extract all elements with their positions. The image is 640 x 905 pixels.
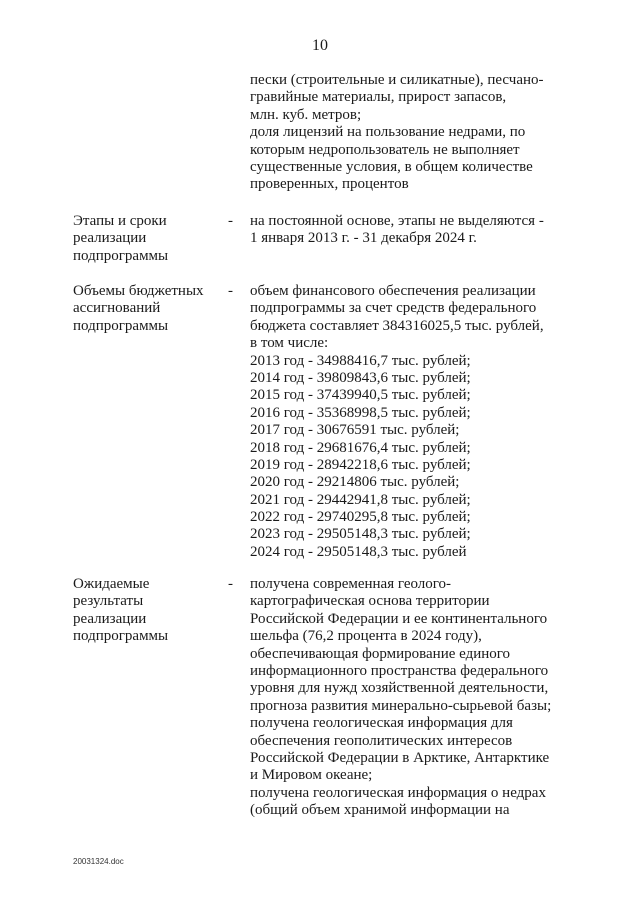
text-line: пески (строительные и силикатные), песчано- — [250, 72, 544, 88]
text-line: Российской Федерации в Арктике, Антарктике — [250, 749, 550, 766]
text-line: 2019 год - 28942218,6 тыс. рублей; — [250, 456, 471, 473]
text-line: получена современная геолого- — [250, 576, 452, 592]
text-line: существенные условия, в общем количестве — [250, 158, 533, 175]
label-line: реализации — [73, 230, 147, 247]
text-line: 2020 год - 29214806 тыс. рублей; — [250, 474, 460, 491]
section-dash: - — [228, 283, 233, 299]
text-line: объем финансового обеспечения реализации — [250, 283, 536, 299]
text-line: обеспечения геополитических интересов — [250, 732, 513, 749]
label-line: результаты — [73, 593, 144, 610]
text-line: проверенных, процентов — [250, 176, 409, 193]
text-line: подпрограммы за счет средств федерального — [250, 300, 537, 317]
label-line: реализации — [73, 610, 147, 627]
text-line: в том числе: — [250, 335, 329, 352]
label-line: подпрограммы — [73, 628, 169, 645]
text-line: 2015 год - 37439940,5 тыс. рублей; — [250, 387, 471, 404]
text-line: 2024 год - 29505148,3 тыс. рублей — [250, 543, 467, 560]
text-line: картографическая основа территории — [250, 593, 490, 610]
text-line: млн. куб. метров; — [250, 106, 362, 123]
label-line: Ожидаемые — [73, 576, 150, 592]
section-text — [250, 576, 580, 819]
text-line: 2017 год - 30676591 тыс. рублей; — [250, 422, 460, 439]
text-line: 1 января 2013 г. - 31 декабря 2024 г. — [250, 230, 477, 247]
section-dash: - — [228, 213, 233, 229]
text-line: 2022 год - 29740295,8 тыс. рублей; — [250, 509, 471, 526]
document-footer-filename: 20031324.doc — [73, 857, 124, 866]
text-line: которым недропользователь не выполняет — [250, 141, 520, 158]
section-dash: - — [228, 576, 233, 592]
text-line: прогноза развития минерально-сырьевой базы; — [250, 697, 552, 714]
text-line: бюджета составляет 384316025,5 тыс. рублей, — [250, 317, 544, 334]
section-text — [250, 283, 580, 561]
text-line: обеспечивающая формирование единого — [250, 645, 511, 662]
text-line: уровня для нужд хозяйственной деятельности, — [250, 680, 549, 697]
text-line: 2021 год - 29442941,8 тыс. рублей; — [250, 491, 471, 508]
text-line: 2016 год - 35368998,5 тыс. рублей; — [250, 404, 471, 421]
label-line: Объемы бюджетных — [73, 283, 204, 299]
label-line: Этапы и сроки — [73, 213, 167, 229]
section-label — [73, 576, 223, 646]
text-line: Российской Федерации и ее континентального — [250, 610, 548, 627]
text-line: получена геологическая информация о недрах — [250, 784, 546, 801]
page-number: 10 — [312, 37, 328, 54]
section-text — [250, 213, 580, 248]
text-line: гравийные материалы, прирост запасов, — [250, 89, 507, 106]
text-line: 2018 год - 29681676,4 тыс. рублей; — [250, 439, 471, 456]
text-line: шельфа (76,2 процента в 2024 году), — [250, 628, 482, 645]
label-line: подпрограммы — [73, 317, 169, 334]
text-line: 2013 год - 34988416,7 тыс. рублей; — [250, 352, 471, 369]
text-line: доля лицензий на пользование недрами, по — [250, 124, 526, 141]
label-line: подпрограммы — [73, 247, 169, 264]
section-label — [73, 283, 223, 335]
text-line: и Мировом океане; — [250, 767, 373, 784]
text-line: на постоянной основе, этапы не выделяются - — [250, 213, 544, 229]
text-line: информационного пространства федерального — [250, 662, 549, 679]
text-line: (общий объем хранимой информации на — [250, 802, 510, 819]
text-line: получена геологическая информация для — [250, 715, 513, 732]
section-label — [73, 213, 223, 265]
text-line: 2023 год - 29505148,3 тыс. рублей; — [250, 526, 471, 543]
text-line: 2014 год - 39809843,6 тыс. рублей; — [250, 369, 471, 386]
top-continuation-text — [250, 72, 580, 194]
label-line: ассигнований — [73, 300, 161, 317]
